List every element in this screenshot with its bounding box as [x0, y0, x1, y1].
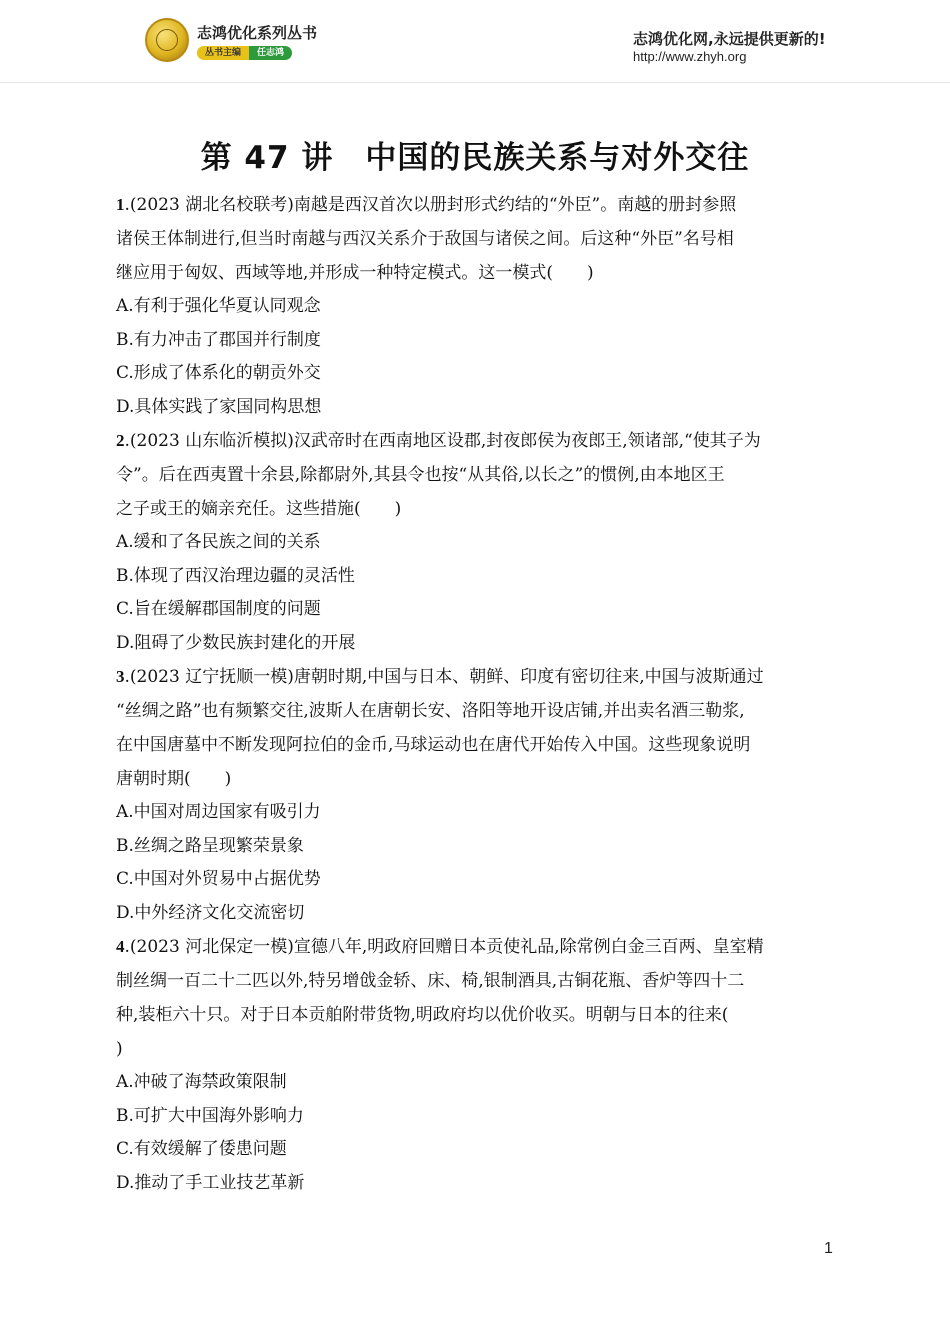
question-source: .(2023 湖北名校联考) — [124, 195, 294, 215]
question-stem-line: 制丝绸一百二十二匹以外,特另增戗金轿、床、椅,银制酒具,古铜花瓶、香炉等四十二 — [116, 971, 745, 991]
question-stem-line — [116, 660, 836, 694]
question-stem-line: “丝绸之路”也有频繁交往,波斯人在唐朝长安、洛阳等地开设店铺,并出卖名酒三勒浆, — [116, 701, 745, 721]
editor-label: 丛书主编 — [197, 46, 249, 60]
question-4 — [116, 930, 836, 1200]
lesson-title: 第 47 讲 中国的民族关系与对外交往 — [200, 140, 750, 176]
site-url[interactable]: http://www.zhyh.org — [633, 49, 747, 64]
question-stem-line: 种,装柜六十只。对于日本贡舶附带货物,明政府均以优价收买。明朝与日本的往来( — [116, 1005, 729, 1025]
option-b[interactable]: B.丝绸之路呈现繁荣景象 — [116, 835, 304, 856]
editor-name: 任志鸿 — [249, 46, 292, 60]
seal-icon — [145, 18, 189, 62]
option-b[interactable]: B.体现了西汉治理边疆的灵活性 — [116, 565, 355, 586]
series-logo — [145, 18, 345, 68]
stem-text: 汉武帝时在西南地区设郡,封夜郎侯为夜郎王,领诸部,“使其子为 — [293, 431, 761, 451]
header-divider — [0, 82, 950, 83]
option-b[interactable]: B.可扩大中国海外影响力 — [116, 1105, 304, 1126]
option-a[interactable]: A.冲破了海禁政策限制 — [116, 1072, 287, 1092]
question-2 — [116, 424, 836, 660]
option-a[interactable]: A.缓和了各民族之间的关系 — [116, 532, 321, 552]
site-slogan: 志鸿优化网,永远提供更新的! — [633, 30, 826, 48]
option-d[interactable]: D.推动了手工业技艺革新 — [116, 1172, 305, 1193]
option-c[interactable]: C.旨在缓解郡国制度的问题 — [116, 599, 321, 619]
question-3 — [116, 660, 836, 930]
question-stem-line — [116, 424, 836, 458]
stem-text: 唐朝时期,中国与日本、朝鲜、印度有密切往来,中国与波斯通过 — [293, 667, 764, 687]
question-stem-line: 之子或王的嫡亲充任。这些措施( ) — [116, 499, 402, 519]
stem-text: 南越是西汉首次以册封形式约结的“外臣”。南越的册封参照 — [293, 195, 737, 215]
option-c[interactable]: C.有效缓解了倭患问题 — [116, 1139, 287, 1159]
question-source: .(2023 辽宁抚顺一模) — [124, 667, 294, 687]
option-d[interactable]: D.阻碍了少数民族封建化的开展 — [116, 632, 356, 653]
question-list — [116, 188, 836, 1200]
question-1 — [116, 188, 836, 424]
page-number: 1 — [824, 1240, 833, 1257]
question-stem-line: 诸侯王体制进行,但当时南越与西汉关系介于敌国与诸侯之间。后这种“外臣”名号相 — [116, 229, 734, 249]
series-name: 志鸿优化系列丛书 — [197, 24, 318, 42]
question-source: .(2023 河北保定一模) — [124, 937, 294, 957]
stem-text: 宣德八年,明政府回赠日本贡使礼品,除常例白金三百两、皇室精 — [293, 937, 764, 957]
option-a[interactable]: A.中国对周边国家有吸引力 — [116, 802, 321, 822]
option-c[interactable]: C.中国对外贸易中占据优势 — [116, 869, 321, 889]
question-stem-line — [116, 188, 836, 222]
editor-bar — [197, 46, 292, 60]
option-d[interactable]: D.具体实践了家国同构思想 — [116, 396, 322, 417]
option-d[interactable]: D.中外经济文化交流密切 — [116, 902, 305, 923]
question-number: 2 — [116, 431, 125, 450]
question-stem-line: ) — [116, 1039, 123, 1059]
question-number: 3 — [116, 667, 125, 686]
option-a[interactable]: A.有利于强化华夏认同观念 — [116, 296, 321, 316]
question-stem-line: 在中国唐墓中不断发现阿拉伯的金币,马球运动也在唐代开始传入中国。这些现象说明 — [116, 735, 751, 755]
question-stem-line: 唐朝时期( ) — [116, 769, 232, 789]
question-number: 4 — [116, 937, 125, 956]
question-stem-line: 继应用于匈奴、西域等地,并形成一种特定模式。这一模式( ) — [116, 263, 594, 283]
question-number: 1 — [116, 195, 125, 214]
page-header — [0, 0, 950, 90]
question-stem-line — [116, 930, 836, 964]
option-b[interactable]: B.有力冲击了郡国并行制度 — [116, 329, 321, 350]
question-stem-line: 令”。后在西夷置十余县,除都尉外,其县令也按“从其俗,以长之”的惯例,由本地区王 — [116, 465, 725, 485]
question-source: .(2023 山东临沂模拟) — [124, 431, 294, 451]
option-c[interactable]: C.形成了体系化的朝贡外交 — [116, 363, 321, 383]
